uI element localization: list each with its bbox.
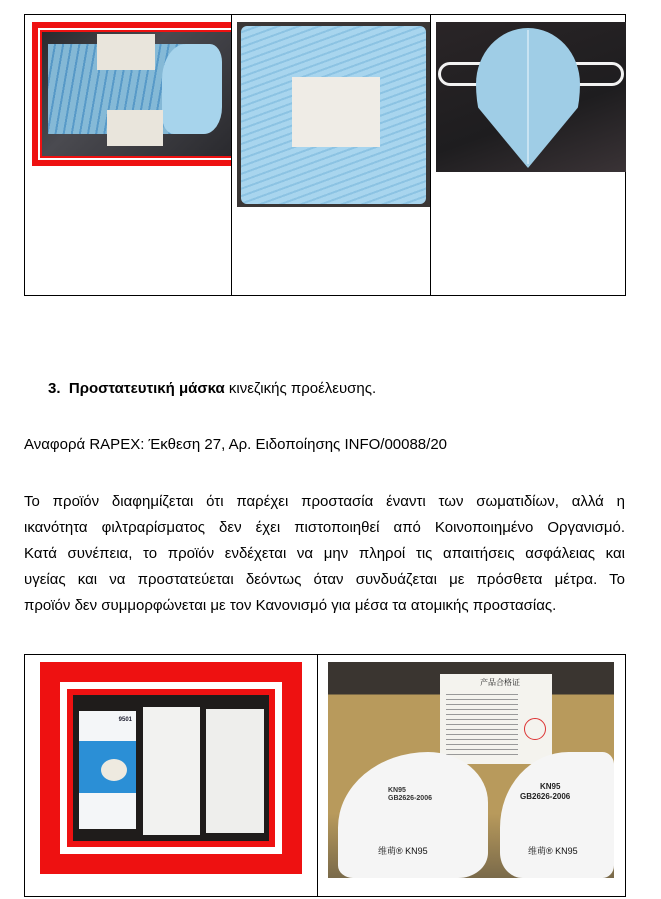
certificate-title: 产品合格证 [480, 678, 520, 687]
label-card [292, 77, 380, 147]
paragraph-line: Κατά συνέπεια, το προϊόν ενδέχεται να μην πληροί τις απαιτήσεις ασφάλειας και [24, 545, 625, 562]
box-model-number: 9501 [118, 717, 132, 723]
bottom-image-table [24, 654, 626, 897]
section-heading [48, 380, 376, 397]
brand-line-right: 维萌® KN95 [528, 846, 578, 856]
paragraph-line: Το προϊόν διαφημίζεται ότι παρέχει προστασία έναντι των σωματιδίων, αλλά η [24, 493, 625, 510]
certificate-card [440, 674, 552, 764]
blue-kn95-mask-photo [436, 22, 626, 172]
kn95-masks-certificate-photo [328, 662, 614, 878]
section-title-rest: κινεζικής προέλευσης. [224, 380, 377, 397]
paragraph-line: προϊόν δεν συμμορφώνεται με τον Κανονισμό για μέσα τα ατομικής προστασίας. [24, 597, 557, 614]
mask-standard-right: GB2626-2006 [520, 792, 571, 801]
paragraph-line: υγείας και να προστατεύεται δεόντως όταν συνδυάζεται με πρόσθετα μέτρα. Το [24, 571, 625, 588]
section-title-bold: Προστατευτική μάσκα [68, 380, 225, 397]
label-card [97, 34, 155, 70]
description-paragraph [24, 489, 625, 619]
paragraph-line: ικανότητα φιλτραρίσματος δεν έχει πιστοποιηθεί από Κοινοποιημένο Οργανισμό. [24, 519, 625, 536]
table-cell [318, 655, 626, 896]
table-cell [232, 15, 430, 295]
top-image-table [24, 14, 626, 296]
section-number: 3. [48, 380, 61, 397]
table-cell [431, 15, 626, 295]
mask-boxes-photo [40, 662, 302, 874]
table-cell [25, 15, 231, 295]
mask-bag-with-labels-photo [32, 22, 231, 166]
mask-model-right: KN95 [540, 782, 561, 791]
table-cell [25, 655, 317, 896]
label-card [107, 110, 163, 146]
mask-bag-blue-photo [237, 22, 430, 207]
mask-model-left: KN95 GB2626-2006 [388, 787, 432, 802]
brand-line-left: 维萌® KN95 [378, 846, 428, 856]
rapex-reference: Αναφορά RAPEX: Έκθεση 27, Αρ. Ειδοποίησης INFO/00088/20 [24, 436, 448, 453]
